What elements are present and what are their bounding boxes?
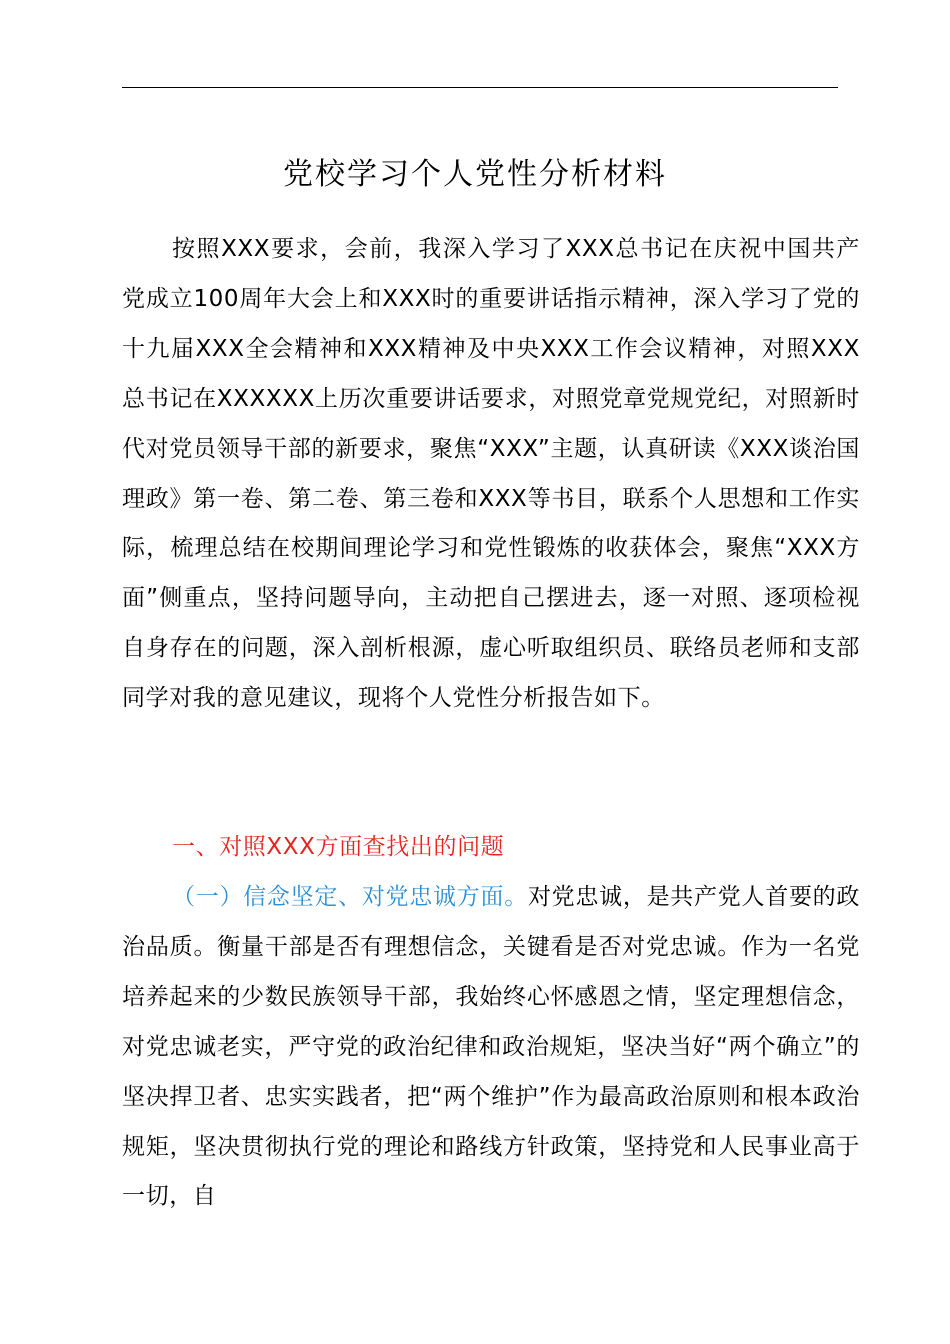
section-one-paragraph: [122, 873, 860, 1222]
intro-paragraph: 按照XXX要求，会前，我深入学习了XXX总书记在庆祝中国共产党成立100周年大会上和XXX时的重要讲话指示精神，深入学习了党的十九届XXX全会精神和XXX精神及中央XXX工作会议精神，对照XXX总书记在XXXXXX上历次重要讲话要求，对照党章党规党纪，对照新时代对党员领导干部的新要求，聚焦“XXX”主题，认真研读《XXX谈治国理政》第一卷、第二卷、第三卷和XXX等书目，联系个人思想和工作实际，梳理总结在校期间理论学习和党性锻炼的收获体会，聚焦“XXX方面”侧重点，坚持问题导向，主动把自己摆进去，逐一对照、逐项检视自身存在的问题，深入剖析根源，虚心听取组织员、联络员老师和支部同学对我的意见建议，现将个人党性分析报告如下。: [122, 236, 860, 712]
document-title: 党校学习个人党性分析材料: [283, 157, 667, 192]
subsection-one-text: 对党忠诚，是共产党人首要的政治品质。衡量干部是否有理想信念，关键看是否对党忠诚。作为一名党培养起来的少数民族领导干部，我始终心怀感恩之情，坚定理想信念，对党忠诚老实，严守党的政治纪律和政治规矩，坚决当好“两个确立”的坚决捍卫者、忠实实践者，把“两个维护”作为最高政治原则和根本政治规矩，坚决贯彻执行党的理论和路线方针政策，坚持党和人民事业高于一切，自: [122, 884, 861, 1210]
section-one-heading: 一、对照XXX方面查找出的问题: [172, 834, 505, 860]
subsection-one-heading: （一）信念坚定、对党忠诚方面。: [172, 884, 528, 910]
header-rule: [122, 87, 838, 88]
